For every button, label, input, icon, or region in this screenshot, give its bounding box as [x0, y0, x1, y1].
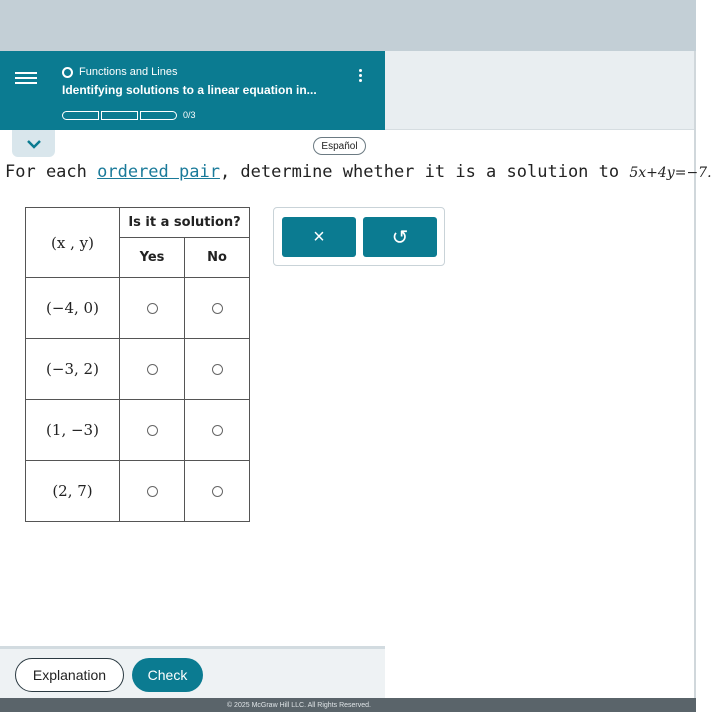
close-icon: × — [313, 225, 325, 248]
chevron-down-icon — [26, 139, 42, 149]
ordered-pair-link[interactable]: ordered pair — [97, 162, 220, 182]
table-row — [26, 400, 250, 461]
top-bar — [0, 0, 696, 51]
topic-row — [62, 66, 177, 78]
page-title: Identifying solutions to a linear equation in... — [62, 83, 317, 97]
answer-toolbox — [273, 207, 445, 266]
solution-table — [25, 207, 250, 522]
ordered-pair: (−4, 0) — [26, 278, 120, 339]
yes-column-header: Yes — [120, 238, 185, 278]
no-radio[interactable] — [212, 425, 223, 436]
progress-bar — [62, 110, 196, 120]
progress-segment — [140, 111, 177, 120]
yes-radio[interactable] — [147, 486, 158, 497]
yes-radio[interactable] — [147, 425, 158, 436]
action-bar — [0, 646, 385, 698]
no-column-header: No — [185, 238, 250, 278]
more-options-icon[interactable] — [350, 64, 370, 86]
topic-header — [0, 51, 385, 130]
yes-radio[interactable] — [147, 303, 158, 314]
solution-group-header: Is it a solution? — [120, 208, 250, 238]
no-radio[interactable] — [212, 486, 223, 497]
header-right-area — [385, 51, 696, 130]
ordered-pair: (2, 7) — [26, 461, 120, 522]
question-text — [5, 162, 712, 182]
yes-radio[interactable] — [147, 364, 158, 375]
check-button[interactable]: Check — [132, 658, 203, 692]
no-radio[interactable] — [212, 303, 223, 314]
clear-button[interactable] — [282, 217, 356, 257]
language-button[interactable]: Español — [313, 137, 366, 155]
explanation-button[interactable]: Explanation — [15, 658, 124, 692]
topic-name: Functions and Lines — [79, 66, 178, 78]
undo-icon: ↺ — [391, 226, 409, 249]
menu-icon[interactable] — [15, 69, 37, 87]
copyright-footer: © 2025 McGraw Hill LLC. All Rights Reserved. — [0, 698, 385, 712]
collapse-button[interactable] — [12, 130, 55, 157]
pair-column-header: (x , y) — [26, 208, 120, 278]
equation: 5x+4y=−7. — [629, 165, 712, 181]
topic-circle-icon — [62, 67, 73, 78]
question-prefix: For each — [5, 162, 98, 182]
no-radio[interactable] — [212, 364, 223, 375]
table-row — [26, 339, 250, 400]
progress-segment — [101, 111, 138, 120]
scrollbar-edge — [694, 51, 696, 698]
progress-segment — [62, 111, 99, 120]
footer-right-area — [385, 698, 696, 712]
ordered-pair: (−3, 2) — [26, 339, 120, 400]
question-middle: , determine whether it is a solution to — [219, 162, 630, 182]
table-row — [26, 278, 250, 339]
progress-label: 0/3 — [183, 110, 196, 120]
undo-button[interactable] — [363, 217, 437, 257]
ordered-pair: (1, −3) — [26, 400, 120, 461]
table-row — [26, 461, 250, 522]
